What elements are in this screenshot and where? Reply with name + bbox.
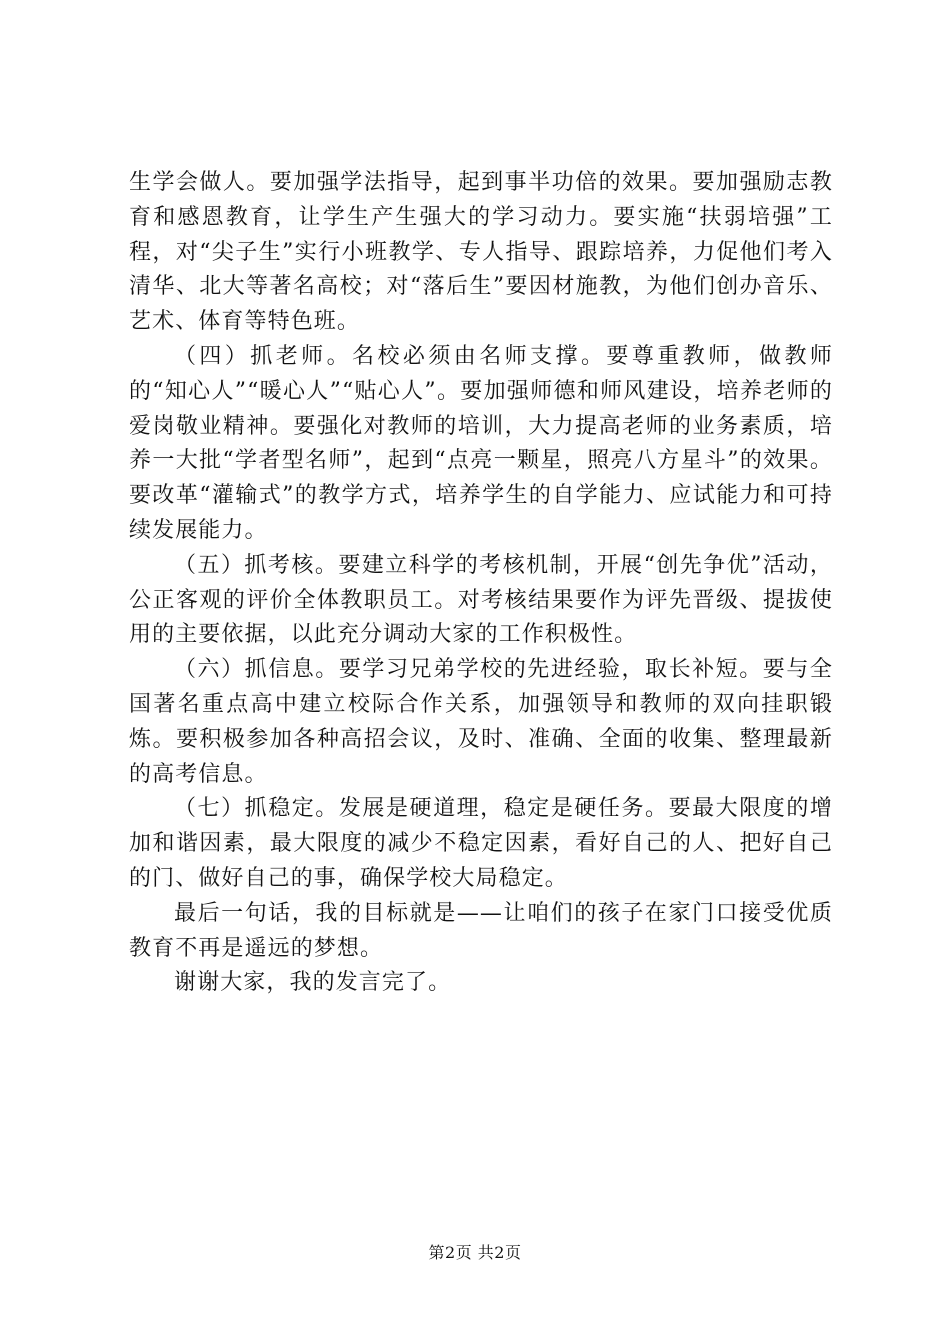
paragraph-section-four: （四）抓老师。名校必须由名师支撑。要尊重教师，做教师的“知心人”“暖心人”“贴心人”。要加强师德和师风建设，培养老师的爱岗敬业精神。要强化对教师的培训，大力提高老师的业务素质，培养一大批“学者型名师”，起到“点亮一颗星，照亮八方星斗”的效果。要改革“灌输式”的教学方式，培养学生的自学能力、应试能力和可持续发展能力。 (129, 343, 833, 543)
page-number-footer: 第2页 共2页 (428, 1243, 522, 1262)
paragraph-continuation: 生学会做人。要加强学法指导，起到事半功倍的效果。要加强励志教育和感恩教育，让学生产生强大的学习动力。要实施“扶弱培强”工程，对“尖子生”实行小班教学、专人指导、跟踪培养，力促他们考入清华、北大等著名高校；对“落后生”要因材施教，为他们创办音乐、艺术、体育等特色班。 (129, 170, 833, 335)
paragraph-section-six: （六）抓信息。要学习兄弟学校的先进经验，取长补短。要与全国著名重点高中建立校际合作关系，加强领导和教师的双向挂职锻炼。要积极参加各种高招会议，及时、准确、全面的收集、整理最新的高考信息。 (129, 657, 833, 787)
document-body (129, 166, 833, 1001)
paragraph-thanks: 谢谢大家，我的发言完了。 (174, 970, 452, 996)
paragraph-closing: 最后一句话，我的目标就是——让咱们的孩子在家门口接受优质教育不再是遥远的梦想。 (129, 900, 833, 961)
paragraph-section-five: （五）抓考核。要建立科学的考核机制，开展“创先争优”活动，公正客观的评价全体教职员工。对考核结果要作为评先晋级、提拔使用的主要依据，以此充分调动大家的工作积极性。 (129, 552, 833, 648)
paragraph-section-seven: （七）抓稳定。发展是硬道理，稳定是硬任务。要最大限度的增加和谐因素，最大限度的减少不稳定因素，看好自己的人、把好自己的门、做好自己的事，确保学校大局稳定。 (129, 796, 833, 891)
